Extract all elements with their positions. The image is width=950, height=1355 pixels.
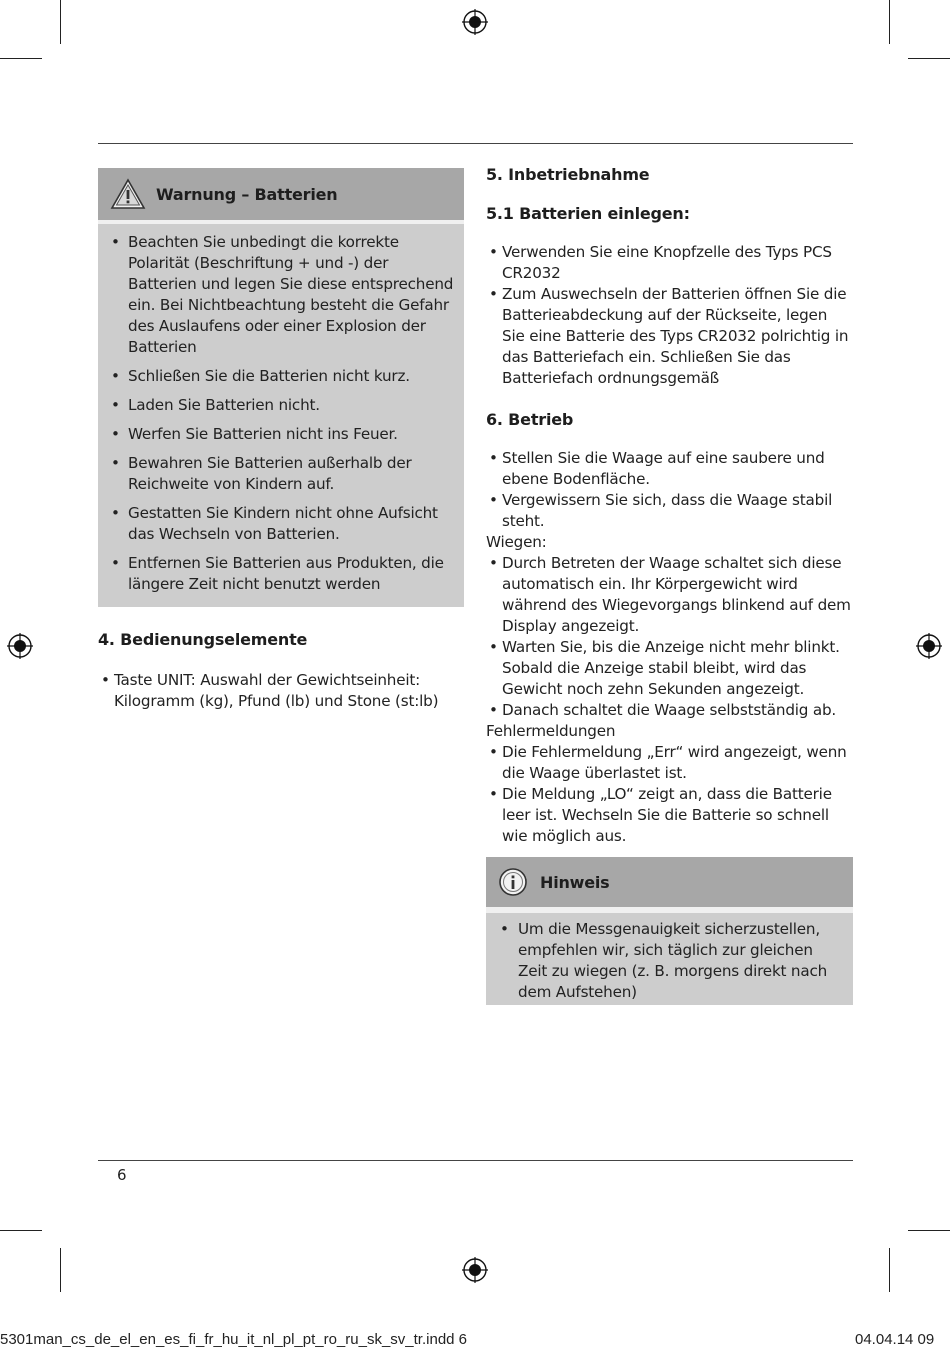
header-rule — [98, 143, 853, 144]
warning-box — [98, 168, 464, 607]
warning-item: • Entfernen Sie Batterien aus Produkten, die längere Zeit nicht benutzt werden — [128, 553, 454, 595]
list-item: • Danach schaltet die Waage selbstständig ab. — [502, 700, 853, 721]
info-circle-icon — [498, 867, 528, 897]
weighing-label: Wiegen: — [486, 533, 547, 551]
note-box-header — [486, 857, 853, 913]
list-item: • Die Fehlermeldung „Err“ wird angezeigt, wenn die Waage überlastet ist. — [502, 742, 853, 784]
warning-item: • Werfen Sie Batterien nicht ins Feuer. — [128, 424, 454, 445]
print-slug-date: 04.04.14 09 — [855, 1331, 935, 1348]
warning-box-title: Warnung – Batterien — [156, 184, 338, 204]
note-item: • Um die Messgenauigkeit sicherzustellen, empfehlen wir, sich täglich zur gleichen Zeit zu wiegen (z. B. morgens direkt nach dem Aufstehen) — [518, 919, 843, 1003]
crop-mark-bottom-left-vertical — [60, 1248, 61, 1292]
registration-mark-icon — [462, 9, 488, 35]
right-column — [486, 165, 853, 1005]
section-6-list-c — [486, 742, 853, 847]
footer-rule — [98, 1160, 853, 1161]
warning-item: • Bewahren Sie Batterien außerhalb der Reichweite von Kindern auf. — [128, 453, 454, 495]
list-item: • Die Meldung „LO“ zeigt an, dass die Batterie leer ist. Wechseln Sie die Batterie so schnell wie möglich aus. — [502, 784, 853, 847]
crop-mark-top-right-horizontal — [908, 58, 950, 59]
warning-triangle-icon — [110, 178, 146, 210]
warning-item: • Schließen Sie die Batterien nicht kurz. — [128, 366, 454, 387]
section-4-list — [98, 670, 464, 712]
crop-mark-bottom-right-vertical — [889, 1248, 890, 1292]
section-5-heading: 5. Inbetriebnahme — [486, 165, 650, 184]
list-item: • Durch Betreten der Waage schaltet sich diese automatisch ein. Ihr Körpergewicht wird während des Wiegevorgangs blinkend auf dem Display angezeigt. — [502, 553, 853, 637]
warning-item: • Gestatten Sie Kindern nicht ohne Aufsicht das Wechseln von Batterien. — [128, 503, 454, 545]
warning-box-header — [98, 168, 464, 224]
note-list — [486, 913, 853, 1005]
note-box — [486, 857, 853, 1005]
left-column — [98, 168, 464, 712]
warning-item: • Laden Sie Batterien nicht. — [128, 395, 454, 416]
section-6-heading: 6. Betrieb — [486, 410, 574, 429]
registration-mark-icon — [462, 1257, 488, 1283]
warning-list — [98, 224, 464, 607]
section-4-heading: 4. Bedienungselemente — [98, 630, 308, 649]
list-item: • Warten Sie, bis die Anzeige nicht mehr blinkt. Sobald die Anzeige stabil bleibt, wird das Gewicht noch zehn Sekunden angezeigt. — [502, 637, 853, 700]
print-slug-filename: 5301man_cs_de_el_en_es_fi_fr_hu_it_nl_pl_pt_ro_ru_sk_sv_tr.indd 6 — [0, 1331, 468, 1348]
note-box-title: Hinweis — [540, 872, 610, 892]
crop-mark-bottom-left-horizontal — [0, 1230, 42, 1231]
warning-item: • Beachten Sie unbedingt die korrekte Polarität (Beschriftung + und -) der Batterien und legen Sie diese entsprechend ein. Bei Nichtbeachtung besteht die Gefahr des Auslaufens oder einer Explosion der Batterien — [128, 232, 454, 358]
section-5-list — [486, 242, 853, 389]
list-item: • Taste UNIT: Auswahl der Gewichtseinheit: Kilogramm (kg), Pfund (lb) und Stone (st:lb) — [114, 670, 464, 712]
section-6-list-a — [486, 448, 853, 532]
registration-mark-icon — [7, 633, 33, 659]
crop-mark-bottom-right-horizontal — [908, 1230, 950, 1231]
section-5-1-heading: 5.1 Batterien einlegen: — [486, 204, 690, 223]
list-item: • Verwenden Sie eine Knopfzelle des Typs PCS CR2032 — [502, 242, 853, 284]
registration-mark-icon — [916, 633, 942, 659]
list-item: • Zum Auswechseln der Batterien öffnen Sie die Batterieabdeckung auf der Rückseite, legen Sie eine Batterie des Typs CR2032 polrichtig in das Batteriefach ein. Schließen Sie das Batteriefach ordnungsgemäß — [502, 284, 853, 389]
section-6-list-b — [486, 553, 853, 721]
crop-mark-top-left-horizontal — [0, 58, 42, 59]
crop-mark-top-right-vertical — [889, 0, 890, 44]
error-messages-label: Fehlermeldungen — [486, 722, 616, 740]
list-item: • Vergewissern Sie sich, dass die Waage stabil steht. — [502, 490, 853, 532]
list-item: • Stellen Sie die Waage auf eine saubere und ebene Bodenfläche. — [502, 448, 853, 490]
crop-mark-top-left-vertical — [60, 0, 61, 44]
page-number: 6 — [117, 1166, 127, 1184]
